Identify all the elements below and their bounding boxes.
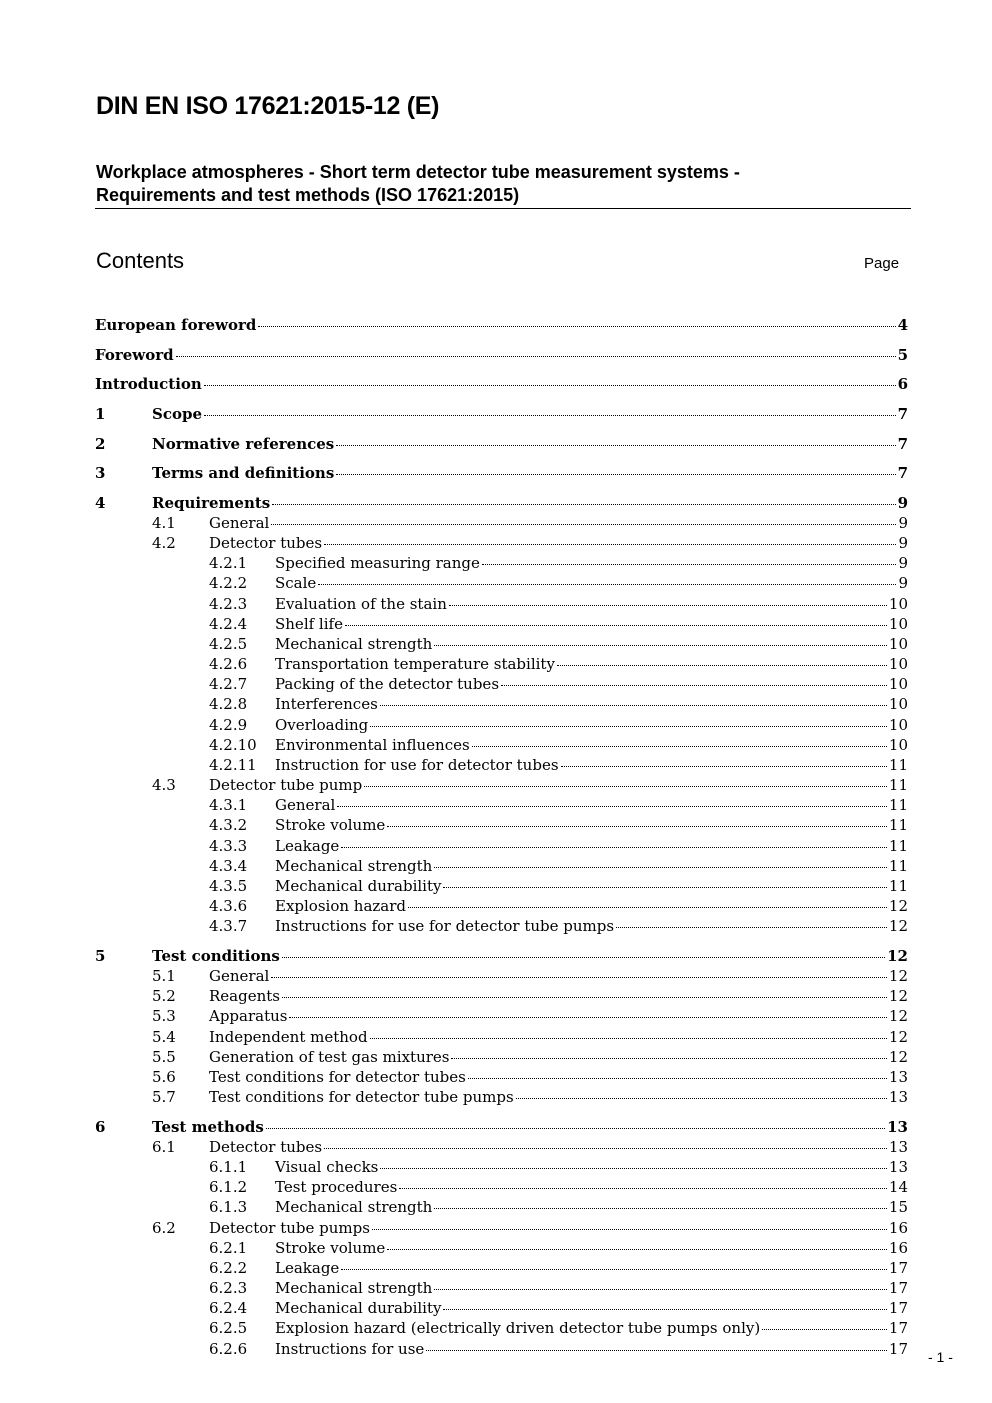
toc-entry-title: Test conditions for detector tube pumps	[209, 1088, 514, 1106]
toc-entry-title: Independent method	[209, 1028, 368, 1046]
toc-entry-page: 11	[888, 837, 908, 855]
toc-entry-title: Evaluation of the stain	[275, 595, 447, 613]
toc-dot-leader	[449, 605, 887, 606]
toc-entry-number: 2	[95, 435, 106, 453]
toc-entry-page: 13	[888, 1088, 908, 1106]
toc-entry[interactable]	[209, 1158, 908, 1178]
toc-entry[interactable]	[152, 1088, 908, 1108]
toc-entry[interactable]	[209, 917, 908, 937]
toc-entry-title: Visual checks	[275, 1158, 379, 1176]
toc-dot-leader	[482, 564, 897, 565]
toc-entry[interactable]	[209, 635, 908, 655]
toc-entry-page: 11	[888, 816, 908, 834]
toc-entry-title: Specified measuring range	[275, 554, 480, 572]
toc-dot-leader	[434, 1289, 887, 1290]
toc-entry-number: 4.2.11	[209, 756, 257, 774]
toc-entry-page: 12	[888, 897, 908, 915]
toc-entry-number: 5.2	[152, 987, 176, 1005]
toc-entry[interactable]	[95, 494, 908, 514]
subtitle-line-2: Requirements and test methods (ISO 17621:2015)	[96, 185, 520, 205]
toc-dot-leader	[341, 847, 887, 848]
toc-entry[interactable]	[95, 947, 908, 967]
toc-entry-number: 5.7	[152, 1088, 176, 1106]
toc-dot-leader	[472, 746, 887, 747]
toc-entry-number: 5	[95, 947, 106, 965]
toc-dot-leader	[318, 584, 896, 585]
toc-entry-number: 4	[95, 494, 106, 512]
toc-entry-title: Requirements	[152, 494, 271, 512]
toc-dot-leader	[561, 766, 887, 767]
toc-entry-number: 4.3.3	[209, 837, 248, 855]
toc-entry-page: 10	[888, 695, 908, 713]
toc-entry-title: Mechanical strength	[275, 1279, 433, 1297]
toc-entry-title: Scale	[275, 574, 317, 592]
toc-entry[interactable]	[209, 595, 908, 615]
toc-entry-page: 12	[888, 1048, 908, 1066]
toc-entry-page: 12	[888, 987, 908, 1005]
toc-dot-leader	[387, 1249, 887, 1250]
toc-dot-leader	[372, 1229, 887, 1230]
toc-entry-page: 11	[888, 796, 908, 814]
toc-entry[interactable]	[152, 514, 908, 534]
toc-entry-page: 10	[888, 595, 908, 613]
toc-entry-page: 12	[887, 947, 908, 965]
toc-entry[interactable]	[209, 877, 908, 897]
toc-entry[interactable]	[209, 615, 908, 635]
toc-dot-leader	[380, 705, 887, 706]
toc-entry-title: Apparatus	[209, 1007, 288, 1025]
toc-entry-number: 5.6	[152, 1068, 176, 1086]
toc-entry-page: 11	[888, 756, 908, 774]
toc-dot-leader	[282, 957, 885, 958]
toc-entry-title: European foreword	[95, 316, 257, 334]
toc-entry[interactable]	[95, 346, 908, 366]
toc-dot-leader	[451, 1058, 886, 1059]
toc-entry-title: Leakage	[275, 1259, 340, 1277]
toc-entry-number: 6	[95, 1118, 106, 1136]
toc-entry-title: Normative references	[152, 435, 335, 453]
toc-dot-leader	[516, 1098, 887, 1099]
toc-entry-page: 4	[897, 316, 908, 334]
toc-entry-title: General	[275, 796, 336, 814]
toc-dot-leader	[434, 645, 887, 646]
toc-entry-title: Detector tubes	[209, 1138, 323, 1156]
toc-entry[interactable]	[152, 1028, 908, 1048]
toc-entry-title: Detector tube pumps	[209, 1219, 370, 1237]
toc-entry-page: 12	[888, 967, 908, 985]
toc-dot-leader	[434, 1208, 887, 1209]
toc-entry-page: 9	[898, 534, 908, 552]
toc-dot-leader	[364, 786, 887, 787]
toc-entry-title: Explosion hazard	[275, 897, 407, 915]
toc-entry-page: 9	[898, 554, 908, 572]
toc-dot-leader	[408, 907, 887, 908]
toc-entry-page: 10	[888, 736, 908, 754]
toc-dot-leader	[272, 504, 895, 505]
toc-entry-number: 4.2.9	[209, 716, 248, 734]
toc-entry-title: Mechanical strength	[275, 1198, 433, 1216]
toc-entry-page: 10	[888, 655, 908, 673]
toc-entry-title: Stroke volume	[275, 1239, 386, 1257]
toc-entry-number: 4.2.3	[209, 595, 248, 613]
contents-heading: Contents	[96, 248, 185, 273]
toc-entry-title: Introduction	[95, 375, 202, 393]
toc-entry[interactable]	[152, 776, 908, 796]
toc-entry[interactable]	[209, 1178, 908, 1198]
toc-entry-title: Detector tube pump	[209, 776, 363, 794]
toc-dot-leader	[380, 1168, 887, 1169]
toc-dot-leader	[266, 1128, 885, 1129]
toc-entry[interactable]	[209, 1239, 908, 1259]
toc-entry-page: 7	[897, 405, 908, 423]
toc-dot-leader	[204, 415, 896, 416]
toc-entry-page: 10	[888, 675, 908, 693]
toc-entry-number: 4.1	[152, 514, 176, 532]
toc-entry-title: Instruction for use for detector tubes	[275, 756, 559, 774]
toc-entry-title: Packing of the detector tubes	[275, 675, 500, 693]
toc-entry[interactable]	[95, 435, 908, 455]
toc-entry-page: 11	[888, 877, 908, 895]
toc-dot-leader	[399, 1188, 887, 1189]
toc-dot-leader	[387, 826, 887, 827]
toc-entry-title: Test conditions for detector tubes	[209, 1068, 466, 1086]
toc-entry-title: Explosion hazard (electrically driven detector tube pumps only)	[275, 1319, 761, 1337]
toc-entry-number: 4.3.7	[209, 917, 248, 935]
toc-entry-page: 10	[888, 716, 908, 734]
toc-entry-number: 4.3.1	[209, 796, 248, 814]
toc-entry-number: 4.3.2	[209, 816, 248, 834]
subtitle-line-1: Workplace atmospheres - Short term detector tube measurement systems -	[96, 162, 740, 182]
toc-entry-page: 13	[888, 1158, 908, 1176]
toc-entry-page: 15	[888, 1198, 908, 1216]
toc-entry[interactable]	[209, 695, 908, 715]
toc-entry-number: 6.2.1	[209, 1239, 248, 1257]
toc-entry[interactable]	[209, 1319, 908, 1339]
toc-entry-title: Instructions for use	[275, 1340, 425, 1358]
toc-entry[interactable]	[209, 716, 908, 736]
toc-entry-number: 5.1	[152, 967, 176, 985]
toc-entry-title: Mechanical durability	[275, 1299, 442, 1317]
toc-entry-number: 4.2	[152, 534, 176, 552]
toc-entry[interactable]	[152, 967, 908, 987]
toc-entry-page: 7	[897, 435, 908, 453]
toc-entry[interactable]	[209, 1299, 908, 1319]
toc-entry-title: Foreword	[95, 346, 174, 364]
toc-dot-leader	[324, 1148, 887, 1149]
toc-dot-leader	[341, 1269, 887, 1270]
toc-entry[interactable]	[209, 857, 908, 877]
toc-dot-leader	[443, 887, 886, 888]
toc-entry-page: 9	[898, 574, 908, 592]
toc-dot-leader	[434, 867, 887, 868]
toc-entry-page: 16	[888, 1219, 908, 1237]
toc-entry[interactable]	[152, 1048, 908, 1068]
toc-entry-number: 4.2.7	[209, 675, 248, 693]
toc-dot-leader	[616, 927, 887, 928]
toc-entry-number: 3	[95, 464, 106, 482]
toc-entry-page: 5	[897, 346, 908, 364]
toc-entry-title: Reagents	[209, 987, 280, 1005]
toc-entry-number: 6.2.4	[209, 1299, 248, 1317]
toc-entry-number: 6.1.2	[209, 1178, 248, 1196]
toc-entry[interactable]	[152, 1007, 908, 1027]
toc-entry[interactable]	[209, 897, 908, 917]
toc-entry-number: 6.2.2	[209, 1259, 248, 1277]
toc-entry-number: 4.2.2	[209, 574, 248, 592]
toc-entry[interactable]	[209, 574, 908, 594]
toc-entry-page: 17	[888, 1299, 908, 1317]
toc-entry-page: 13	[887, 1118, 908, 1136]
page-column-label: Page	[864, 255, 900, 272]
toc-entry-title: Test methods	[152, 1118, 264, 1136]
toc-entry[interactable]	[95, 1118, 908, 1138]
toc-entry-number: 4.3	[152, 776, 176, 794]
toc-entry-number: 4.2.1	[209, 554, 248, 572]
toc-entry-number: 4.3.6	[209, 897, 248, 915]
toc-entry-title: Test conditions	[152, 947, 280, 965]
toc-entry-title: Mechanical strength	[275, 857, 433, 875]
toc-entry-page: 12	[888, 917, 908, 935]
toc-entry[interactable]	[152, 534, 908, 554]
toc-entry[interactable]	[95, 316, 908, 336]
toc-entry-number: 6.2.3	[209, 1279, 248, 1297]
toc-entry[interactable]	[209, 816, 908, 836]
toc-entry-page: 13	[888, 1138, 908, 1156]
toc-entry-page: 6	[897, 375, 908, 393]
document-title: DIN EN ISO 17621:2015-12 (E)	[96, 92, 440, 120]
toc-entry-title: Overloading	[275, 716, 369, 734]
toc-entry-title: Scope	[152, 405, 203, 423]
toc-entry-page: 10	[888, 615, 908, 633]
toc-entry-page: 9	[898, 514, 908, 532]
toc-entry-page: 11	[888, 857, 908, 875]
toc-entry[interactable]	[209, 554, 908, 574]
toc-entry[interactable]	[209, 1259, 908, 1279]
toc-dot-leader	[370, 726, 887, 727]
toc-dot-leader	[176, 356, 896, 357]
toc-entry-title: Stroke volume	[275, 816, 386, 834]
toc-entry[interactable]	[152, 1068, 908, 1088]
toc-entry-page: 7	[897, 464, 908, 482]
toc-dot-leader	[271, 977, 887, 978]
toc-entry-number: 4.2.6	[209, 655, 248, 673]
toc-entry-page: 14	[888, 1178, 908, 1196]
toc-dot-leader	[336, 445, 895, 446]
toc-dot-leader	[258, 326, 895, 327]
toc-dot-leader	[426, 1350, 887, 1351]
toc-dot-leader	[337, 806, 887, 807]
toc-entry-title: Detector tubes	[209, 534, 323, 552]
toc-entry-number: 6.2	[152, 1219, 176, 1237]
toc-entry-title: General	[209, 967, 270, 985]
toc-entry-number: 6.1.1	[209, 1158, 248, 1176]
toc-entry-title: Transportation temperature stability	[275, 655, 555, 673]
toc-entry-number: 1	[95, 405, 106, 423]
toc-entry-number: 6.2.6	[209, 1340, 248, 1358]
toc-entry-page: 16	[888, 1239, 908, 1257]
toc-dot-leader	[370, 1038, 887, 1039]
toc-entry-page: 12	[888, 1007, 908, 1025]
toc-entry-number: 6.1.3	[209, 1198, 248, 1216]
toc-entry[interactable]	[95, 405, 908, 425]
toc-entry-page: 11	[888, 776, 908, 794]
toc-entry[interactable]	[152, 987, 908, 1007]
toc-entry-page: 17	[888, 1259, 908, 1277]
toc-entry[interactable]	[152, 1219, 908, 1239]
toc-entry-number: 5.5	[152, 1048, 176, 1066]
toc-entry[interactable]	[95, 464, 908, 484]
toc-entry-number: 4.2.8	[209, 695, 248, 713]
toc-dot-leader	[289, 1017, 886, 1018]
toc-entry-page: 17	[888, 1279, 908, 1297]
toc-entry-number: 5.4	[152, 1028, 176, 1046]
toc-entry[interactable]	[95, 375, 908, 395]
toc-dot-leader	[762, 1329, 887, 1330]
toc-entry[interactable]	[152, 1138, 908, 1158]
toc-entry-title: Instructions for use for detector tube pumps	[275, 917, 615, 935]
toc-entry-title: Leakage	[275, 837, 340, 855]
toc-entry-title: Shelf life	[275, 615, 343, 633]
toc-entry-title: Test procedures	[275, 1178, 398, 1196]
toc-entry-page: 17	[888, 1319, 908, 1337]
toc-entry-title: Mechanical strength	[275, 635, 433, 653]
toc-dot-leader	[282, 997, 887, 998]
toc-entry-page: 13	[888, 1068, 908, 1086]
toc-entry-title: Terms and definitions	[152, 464, 335, 482]
toc-entry[interactable]	[209, 796, 908, 816]
toc-entry-number: 4.2.10	[209, 736, 257, 754]
toc-entry-number: 6.2.5	[209, 1319, 248, 1337]
toc-dot-leader	[468, 1078, 887, 1079]
toc-dot-leader	[336, 474, 895, 475]
toc-dot-leader	[557, 665, 887, 666]
toc-entry-title: Mechanical durability	[275, 877, 442, 895]
toc-entry-page: 17	[888, 1340, 908, 1358]
toc-entry-page: 12	[888, 1028, 908, 1046]
toc-dot-leader	[324, 544, 896, 545]
toc-entry[interactable]	[209, 837, 908, 857]
toc-entry-number: 6.1	[152, 1138, 176, 1156]
toc-entry-page: 10	[888, 635, 908, 653]
toc-entry[interactable]	[209, 756, 908, 776]
toc-entry-title: General	[209, 514, 270, 532]
toc-entry-number: 4.3.5	[209, 877, 248, 895]
toc-entry-page: 9	[897, 494, 908, 512]
toc-entry-title: Environmental influences	[275, 736, 470, 754]
toc-dot-leader	[271, 524, 896, 525]
toc-entry-title: Generation of test gas mixtures	[209, 1048, 450, 1066]
toc-entry[interactable]	[209, 736, 908, 756]
toc-entry[interactable]	[209, 1340, 908, 1360]
toc-entry-number: 4.3.4	[209, 857, 248, 875]
toc-dot-leader	[501, 685, 887, 686]
toc-entry[interactable]	[209, 675, 908, 695]
toc-dot-leader	[345, 625, 887, 626]
toc-entry-number: 4.2.5	[209, 635, 248, 653]
toc-entry[interactable]	[209, 1279, 908, 1299]
toc-entry[interactable]	[209, 655, 908, 675]
footer-page-number: - 1 -	[928, 1349, 953, 1365]
toc-entry-number: 5.3	[152, 1007, 176, 1025]
toc-entry-title: Interferences	[275, 695, 378, 713]
toc-dot-leader	[443, 1309, 886, 1310]
toc-entry-number: 4.2.4	[209, 615, 248, 633]
toc-dot-leader	[204, 385, 896, 386]
toc-entry[interactable]	[209, 1198, 908, 1218]
